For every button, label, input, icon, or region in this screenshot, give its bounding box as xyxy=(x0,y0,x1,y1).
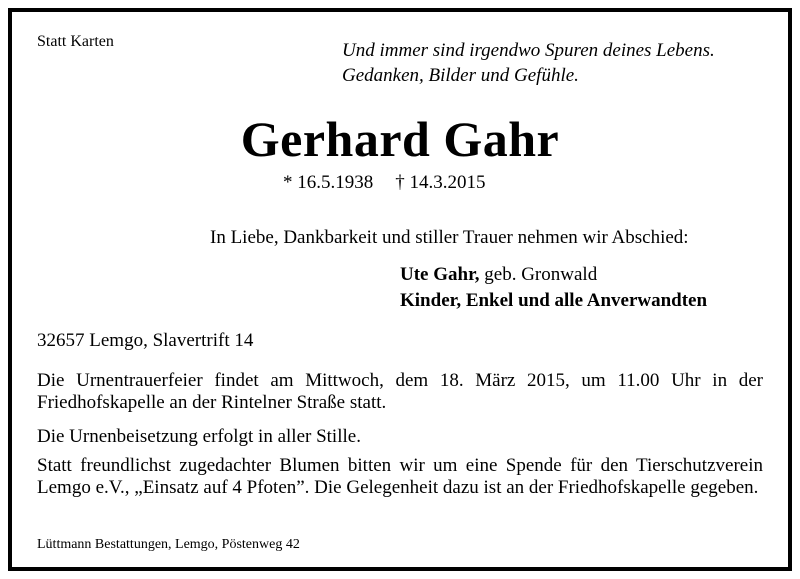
memorial-quote xyxy=(342,38,715,88)
life-dates xyxy=(283,172,486,194)
burial-paragraph: Die Urnenbeisetzung erfolgt in aller Stille. xyxy=(37,426,361,447)
donation-paragraph: Statt freundlichst zugedachter Blumen bitten wir um eine Spende für den Tierschutzverein Lemgo e.V., „Einsatz auf 4 Pfoten”. Die Gelegenheit dazu ist an der Friedhofskapelle gegeben. xyxy=(37,455,763,498)
ceremony-paragraph: Die Urnentrauerfeier findet am Mittwoch, dem 18. März 2015, um 11.00 Uhr in der Friedhofskapelle an der Rintelner Straße statt. xyxy=(37,370,763,413)
deceased-name: Gerhard Gahr xyxy=(240,111,560,167)
death-date: † 14.3.2015 xyxy=(395,172,486,193)
funeral-home-line: Lüttmann Bestattungen, Lemgo, Pöstenweg 42 xyxy=(37,537,300,552)
mourner-1 xyxy=(400,262,707,288)
mourner-2: Kinder, Enkel und alle Anverwandten xyxy=(400,290,708,311)
quote-line-1: Und immer sind irgendwo Spuren deines Lebens. xyxy=(342,40,715,61)
quote-line-2: Gedanken, Bilder und Gefühle. xyxy=(342,65,579,86)
mourner-1-maiden-name: geb. Gronwald xyxy=(479,264,598,285)
birth-date: * 16.5.1938 xyxy=(283,172,374,193)
mourner-1-name: Ute Gahr, xyxy=(400,264,480,285)
statt-karten-label: Statt Karten xyxy=(37,33,114,50)
farewell-line: In Liebe, Dankbarkeit und stiller Trauer nehmen wir Abschied: xyxy=(210,227,689,248)
family-address: 32657 Lemgo, Slavertrift 14 xyxy=(37,330,254,351)
mourners-list xyxy=(400,262,707,314)
